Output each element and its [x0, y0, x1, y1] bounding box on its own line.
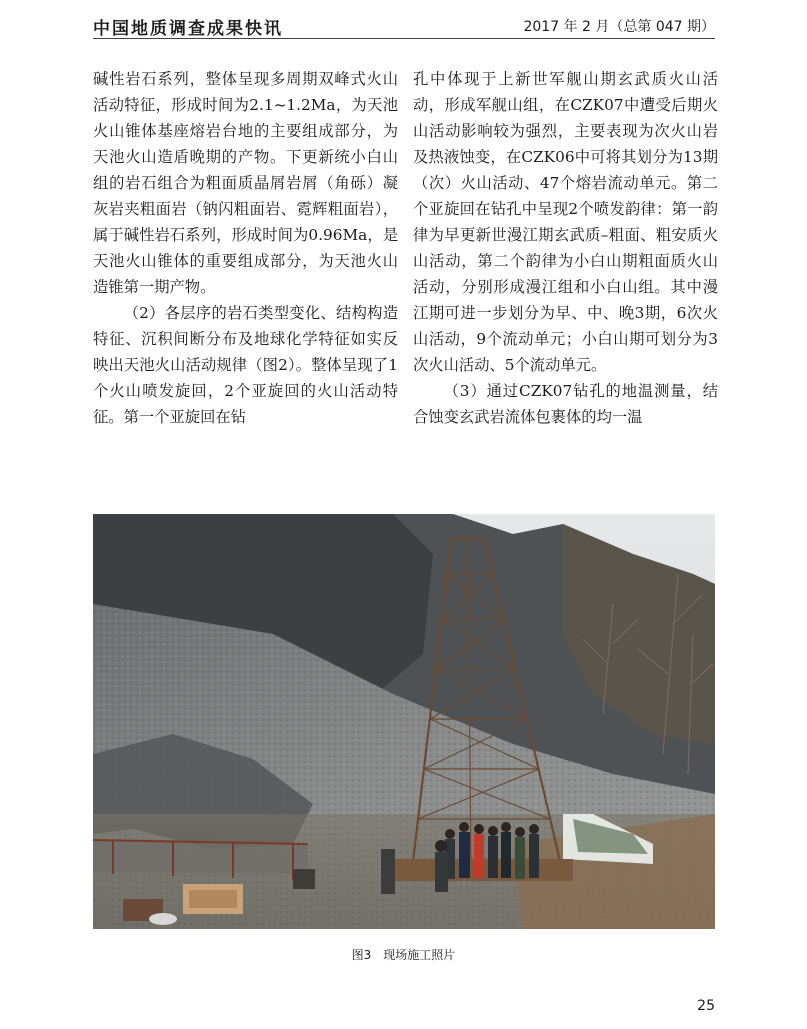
site-construction-photo: [93, 514, 715, 929]
page-header: [93, 12, 715, 39]
paragraph-left-1: 碱性岩石系列，整体呈现多周期双峰式火山活动特征，形成时间为2.1~1.2Ma，为天池火山锥体基座熔岩台地的主要组成部分，为天池火山造盾晚期的产物。下更新统小白山组的岩石组合为粗面质晶屑岩屑（角砾）凝灰岩夹粗面岩（钠闪粗面岩、霓辉粗面岩），属于碱性岩石系列，形成时间为0.96Ma，是天池火山锥体的重要组成部分，为天池火山造锥第一期产物。: [93, 70, 398, 296]
paragraph-right-2: （3）通过CZK07钻孔的地温测量，结合蚀变玄武岩流体包裹体的均一温: [413, 382, 718, 426]
figure-caption: 图3 现场施工照片: [351, 948, 456, 962]
body-right-column: [413, 66, 718, 430]
issue-info: 2017 年 2 月（总第 047 期）: [523, 19, 715, 35]
page-number: 25: [697, 998, 715, 1014]
journal-title: 中国地质调查成果快讯: [93, 19, 283, 39]
paragraph-left-2: （2）各层序的岩石类型变化、结构构造特征、沉积间断分布及地球化学特征如实反映出天池火山活动规律（图2）。整体呈现了1个火山喷发旋回，2个亚旋回的火山活动特征。第一个亚旋回在钻: [93, 304, 398, 426]
paragraph-right-1: 孔中体现于上新世军舰山期玄武质火山活动，形成军舰山组，在CZK07中遭受后期火山活动影响较为强烈，主要表现为次火山岩及热液蚀变，在CZK06中可将其划分为13期（次）火山活动、47个熔岩流动单元。第二个亚旋回在钻孔中呈现2个喷发韵律：第一韵律为早更新世漫江期玄武质–粗面、粗安质火山活动，第二个韵律为小白山期粗面质火山活动，分别形成漫江组和小白山组。其中漫江期可进一步划分为早、中、晚3期，6次火山活动，9个流动单元；小白山期可划分为3次火山活动、5个流动单元。: [413, 70, 718, 374]
body-left-column: [93, 66, 398, 430]
